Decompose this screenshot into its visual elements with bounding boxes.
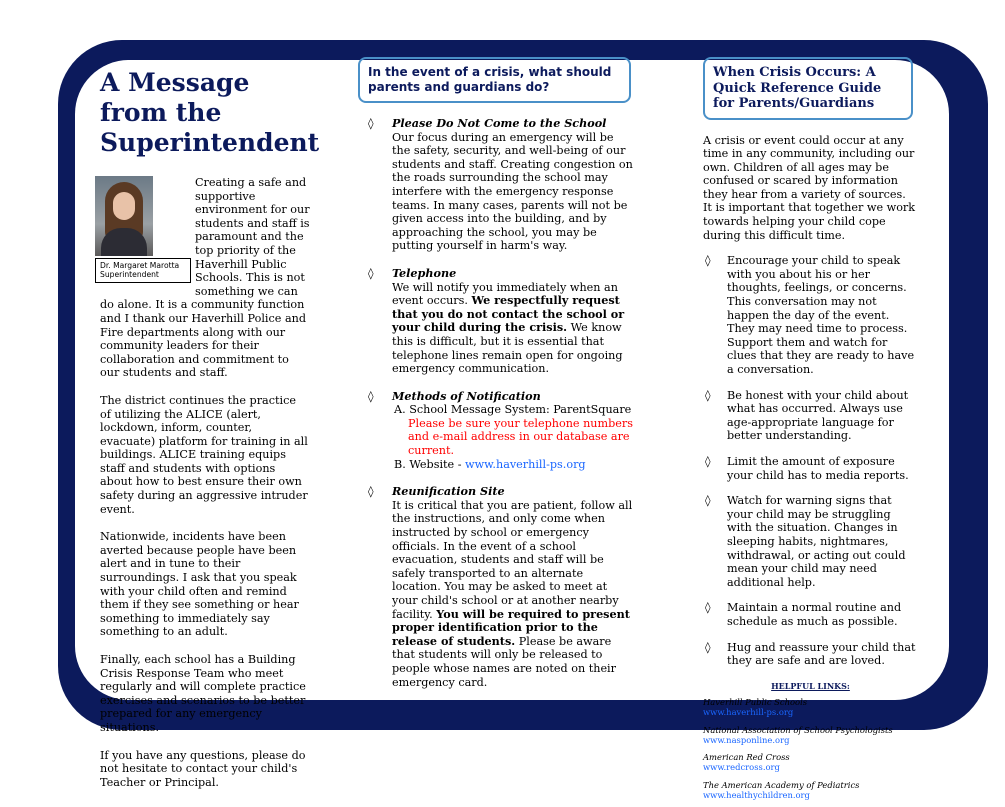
body-emphasis: You will be required to present proper identification prior to the release of students. <box>392 606 630 648</box>
item-text: Encourage your child to speak with you about his or her thoughts, feelings, or concerns. This conversation may not happen the day of the event. They may need time to process. Support them and watch for clues that they are ready to have a conversation. <box>727 254 915 376</box>
link-org: National Association of School Psychologists <box>703 724 893 735</box>
list-item <box>703 494 918 589</box>
list-item <box>703 389 918 443</box>
item-text: Limit the amount of exposure your child has to media reports. <box>727 454 909 482</box>
link-url[interactable]: www.redcross.org <box>703 762 780 773</box>
helpful-link-entry <box>703 697 918 717</box>
link-org: The American Academy of Pediatrics <box>703 779 860 790</box>
diamond-bullet-icon: ◊ <box>705 601 711 615</box>
page-title: A Message from the Superintendent <box>100 68 320 157</box>
website-label: B. Website - <box>394 457 466 471</box>
item-body: Our focus during an emergency will be the safety, security, and well-being of our students and staff. Creating congestion on the roads surrounding the school may interfere with the emergency response teams. In many cases, parents will not be given access into the building, and by approaching the school, you may be putting yourself in harm's way. <box>392 130 633 253</box>
diamond-bullet-icon: ◊ <box>705 254 711 268</box>
superintendent-photo <box>95 176 153 256</box>
diamond-bullet-icon: ◊ <box>705 454 711 468</box>
link-url[interactable]: www.haverhill-ps.org <box>703 707 794 718</box>
item-heading: Telephone <box>392 265 457 280</box>
list-item <box>358 390 633 472</box>
paragraph: Finally, each school has a Building Crisis Response Team who meet regularly and will complete practice exercises and scenarios to be better prepared for any emergency situations. <box>100 653 306 734</box>
list-item <box>358 117 633 253</box>
helpful-link-entry <box>703 752 918 772</box>
diamond-bullet-icon: ◊ <box>705 494 711 508</box>
paragraph: Nationwide, incidents have been averted because people have been alert and in tune to their surroundings. I ask that you speak with your child often and remind them if they see something or hear something to immediately say something to an adult. <box>100 530 299 639</box>
list-item <box>703 254 918 376</box>
diamond-bullet-icon: ◊ <box>368 485 374 499</box>
list-item <box>703 601 918 628</box>
superintendent-column <box>100 68 320 803</box>
helpful-link-entry <box>703 780 918 800</box>
list-item <box>703 455 918 482</box>
paragraph: If you have any questions, please do not hesitate to contact your child's Teacher or Principal. <box>100 748 306 789</box>
notification-method-a: A. School Message System: ParentSquare <box>394 403 632 417</box>
quick-reference-column <box>703 57 918 807</box>
link-org: Haverhill Public Schools <box>703 697 808 708</box>
item-text: Watch for warning signs that your child may be struggling with the situation. Changes in sleeping habits, nightmares, withdrawal, or acting out could mean your child may need additional help. <box>727 494 906 589</box>
caption-name: Dr. Margaret Marotta <box>100 261 180 270</box>
item-text: Maintain a normal routine and schedule as much as possible. <box>727 601 902 628</box>
item-text: Hug and reassure your child that they are safe and are loved. <box>727 640 916 668</box>
paragraph: Creating a safe and supportive environment for our students and staff is paramount and the top priority of the Haverhill Public Schools. This is not something we can do alone. It is a community function and I thank our Haverhill Police and Fire departments along with our community leaders for their collaboration and commitment to our students and staff. <box>100 176 310 380</box>
item-heading: Methods of Notification <box>392 388 541 403</box>
diamond-bullet-icon: ◊ <box>368 389 374 403</box>
link-org: American Red Cross <box>703 752 790 763</box>
body-text: We know this is difficult, but it is essential that telephone lines remain open for ongoing emergency communication. <box>392 321 623 376</box>
notification-alert-text: Please be sure your telephone numbers and e-mail address in our database are current. <box>408 416 633 458</box>
caption-role: Superintendent <box>100 270 159 280</box>
section-heading-box: When Crisis Occurs: A Quick Reference Guide for Parents/Guardians <box>703 57 913 120</box>
diamond-bullet-icon: ◊ <box>368 266 374 280</box>
list-item <box>703 641 918 668</box>
intro-paragraph: A crisis or event could occur at any time in any community, including our own. Children of all ages may be confused or scared by information they hear from a variety of sources. It is important that together we work towards helping your child cope during this difficult time. <box>703 133 916 242</box>
link-url[interactable]: www.nasponline.org <box>703 734 790 745</box>
item-text: Be honest with your child about what has occurred. Always use age-appropriate language for better understanding. <box>727 388 909 443</box>
diamond-bullet-icon: ◊ <box>705 388 711 402</box>
notification-method-b <box>392 458 633 472</box>
list-item <box>358 267 633 376</box>
section-heading-box: In the event of a crisis, what should parents and guardians do? <box>358 57 631 103</box>
helpful-link-entry <box>703 725 918 745</box>
photo-caption <box>95 258 191 283</box>
crisis-guidance-column <box>358 57 633 703</box>
link-url[interactable]: www.healthychildren.org <box>703 789 810 800</box>
body-text: We will notify you immediately when an event occurs. <box>392 280 618 308</box>
list-item <box>358 485 633 689</box>
item-body <box>392 281 633 376</box>
superintendent-photo-block <box>95 176 191 283</box>
item-body <box>392 499 633 689</box>
item-heading: Reunification Site <box>392 484 505 499</box>
helpful-links-heading: HELPFUL LINKS: <box>771 680 850 691</box>
body-text: Please be aware that students will only be released to people whose names are noted on their emergency card. <box>392 634 616 689</box>
diamond-bullet-icon: ◊ <box>368 117 374 130</box>
body-emphasis: We respectfully request that you do not contact the school or your child during the crisis. <box>392 293 625 335</box>
diamond-bullet-icon: ◊ <box>705 640 711 654</box>
paragraph: The district continues the practice of utilizing the ALICE (alert, lockdown, inform, counter, evacuate) platform for training in all buildings. ALICE training equips staff and students with options about how to best ensure their own safety during an aggressive intruder event. <box>100 393 308 516</box>
website-link[interactable]: www.haverhill-ps.org <box>465 457 586 471</box>
body-text: It is critical that you are patient, follow all the instructions, and only come when instructed by school or emergency officials. In the event of a school evacuation, students and staff will be safely transported to an alternate location. You may be asked to meet at your child's school or at another nearby facility. <box>392 498 633 621</box>
item-heading: Please Do Not Come to the School <box>392 116 607 130</box>
